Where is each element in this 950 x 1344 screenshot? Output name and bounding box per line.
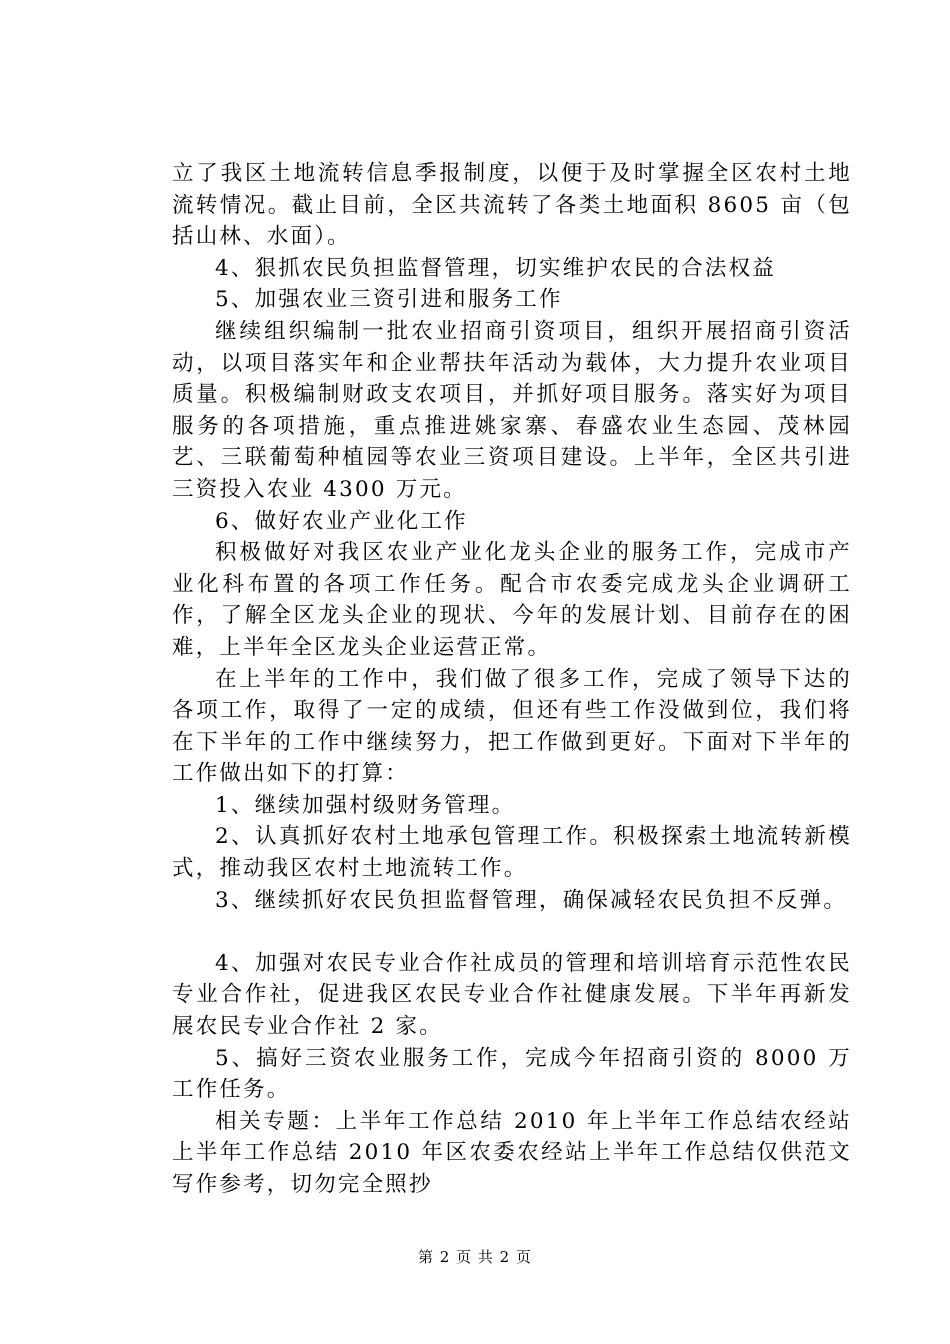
related-topics: 相关专题：上半年工作总结 2010 年上半年工作总结农经站上半年工作总结 2010 年区农委农经站上半年工作总结仅供范文写作参考，切勿完全照抄	[172, 1108, 852, 1197]
plan-item-5: 5、搞好三资农业服务工作，完成今年招商引资的 8000 万工作任务。	[172, 1045, 852, 1103]
paragraph-summary-plan: 在上半年的工作中，我们做了很多工作，完成了领导下达的各项工作，取得了一定的成绩，但还有些工作没做到位，我们将在下半年的工作中继续努力，把工作做到更好。下面对下半年的工作做出如下的打算：	[172, 666, 852, 787]
paragraph-investment-projects: 继续组织编制一批农业招商引资项目，组织开展招商引资活动，以项目落实年和企业帮扶年活动为载体，大力提升农业项目质量。积极编制财政支农项目，并抓好项目服务。落实好为项目服务的各项措施，重点推进姚家寨、春盛农业生态园、茂林园艺、三联葡萄种植园等农业三资项目建设。上半年，全区共引进三资投入农业 4300 万元。	[172, 318, 852, 502]
plan-item-2: 2、认真抓好农村土地承包管理工作。积极探索土地流转新模式，推动我区农村土地流转工作。	[172, 824, 852, 882]
page-footer: 第 2 页 共 2 页	[418, 1248, 532, 1266]
paragraph-leading-enterprises: 积极做好对我区农业产业化龙头企业的服务工作，完成市产业化科布置的各项工作任务。配合市农委完成龙头企业调研工作，了解全区龙头企业的现状、今年的发展计划、目前存在的困难，上半年全区龙头企业运营正常。	[172, 540, 852, 660]
plan-item-3: 3、继续抓好农民负担监督管理，确保减轻农民负担不反弹。	[215, 887, 848, 913]
plan-item-4: 4、加强对农民专业合作社成员的管理和培训培育示范性农民专业合作社，促进我区农民专业合作社健康发展。下半年再新发展农民专业合作社 2 家。	[172, 950, 852, 1040]
paragraph-land-transfer: 立了我区土地流转信息季报制度，以便于及时掌握全区农村土地流转情况。截止目前，全区共流转了各类土地面积 8605 亩（包括山林、水面）。	[172, 161, 852, 250]
plan-item-1: 1、继续加强村级财务管理。	[215, 792, 516, 818]
blank-line	[172, 916, 852, 948]
heading-item-4-farmer-burden: 4、狠抓农民负担监督管理，切实维护农民的合法权益	[215, 255, 776, 281]
heading-item-5-three-capitals: 5、加强农业三资引进和服务工作	[215, 287, 563, 313]
document-body	[172, 158, 852, 1201]
heading-item-6-industrialization: 6、做好农业产业化工作	[215, 508, 468, 534]
